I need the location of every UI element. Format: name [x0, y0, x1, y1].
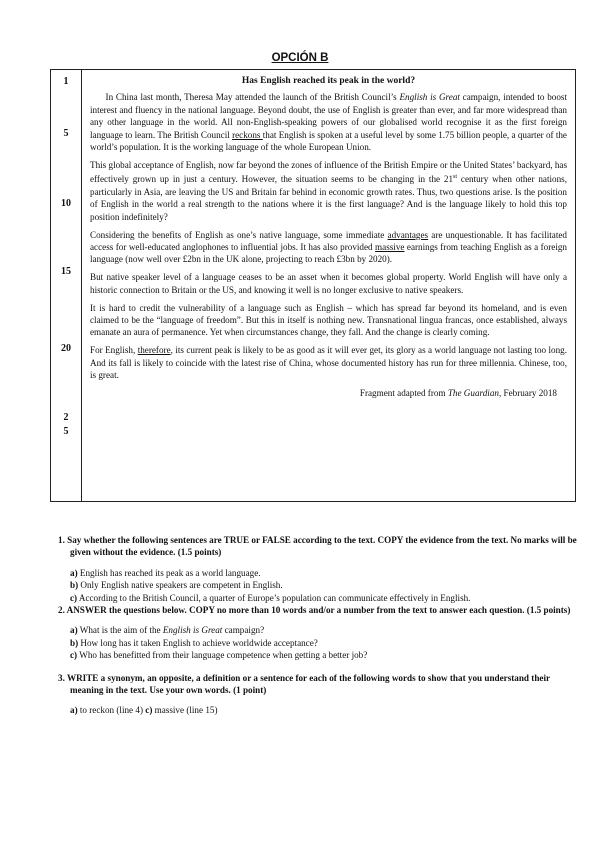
article-paragraph: In China last month, Theresa May attended the launch of the British Council’s English is Great campaign, intended to boost interest and fluency in the national language. Beyond doubt, the use of English is greater than ever, and far more widespread than any other language in the world. All non-English-speaking powers of our globalised world recognise it as the first foreign language to learn. The British Council reckons that English is spoken at a useful level by some 1.75 billion people, a quarter of the world’s population. It is the working language of the whole European Union. — [90, 92, 568, 153]
article-paragraph: Considering the benefits of English as one’s native language, some immediate advantages are unquestionable. It has facilitated access for well-educated anglophones to influential jobs. It has also provided massive earnings from teaching English as a foreign language (now well over £2bn in the UK alone, projecting to reach £3bn by 2020). — [90, 229, 567, 265]
question-item: a) What is the aim of the English is Great campaign? — [70, 625, 265, 636]
line-number: 2 — [63, 412, 69, 423]
question-heading: 2. ANSWER the questions below. COPY no more than 10 words and/or a number from the text to answer each question. (1.5 points) — [58, 605, 571, 616]
article — [82, 70, 575, 405]
article-paragraph: For English, therefore, its current peak is likely to be as good as it will ever get, its glory as a world language not lasting too long. And its fall is likely to coincide with the latest rise of China, whose documented history has run for three millennia. Chinese, too, is great. — [90, 345, 567, 381]
article-paragraph: It is hard to credit the vulnerability of a language such as English – which has spread far beyond its homeland, and is even claimed to be the “language of freedom”. But this in itself is nothing new. Transnational lingua francas, once established, always emanate an aura of permanence. Yet when circumstances change, they fall. And the change is clearly coming. — [90, 302, 567, 338]
article-source: Fragment adapted from The Guardian, February 2018 — [359, 387, 557, 398]
question-item: b) Only English native speakers are competent in English. — [70, 580, 283, 591]
questions-section — [58, 534, 578, 717]
question-item: a) to reckon (line 4) c) massive (line 15) — [70, 705, 218, 716]
question-items — [70, 624, 578, 661]
line-number: 20 — [61, 343, 71, 354]
line-number-column — [51, 70, 82, 501]
question-item: c) Who has benefitted from their language competence when getting a better job? — [70, 650, 368, 661]
line-number: 5 — [63, 426, 69, 437]
line-number: 5 — [63, 128, 69, 139]
article-paragraph: But native speaker level of a language ceases to be an asset when it becomes global property. World English will have only a historic connection to Britain or the US, and knowing it well is no longer exclusive to native speakers. — [90, 272, 567, 295]
article-title: Has English reached its peak in the world? — [241, 76, 416, 86]
line-number: 10 — [61, 198, 71, 209]
question-heading: 3. WRITE a synonym, an opposite, a definition or a sentence for each of the following words to show that you understand their meaning in the text. Use your own words. (1 point) — [58, 672, 550, 696]
line-number: 1 — [63, 76, 69, 87]
page-title: OPCIÓN B — [271, 52, 329, 64]
question-heading: 1. Say whether the following sentences are TRUE or FALSE according to the text. COPY the evidence from the text. No marks will be given without the evidence. (1.5 points) — [58, 535, 577, 558]
question-item: c) According to the British Council, a quarter of Europe’s population can communicate effectively in English. — [70, 592, 471, 603]
question-item: b) How long has it taken English to achieve worldwide acceptance? — [70, 637, 318, 648]
reading-text-box — [50, 69, 576, 502]
line-number: 15 — [61, 266, 71, 277]
question-items — [70, 704, 578, 716]
question-item: a) English has reached its peak as a world language. — [70, 567, 261, 578]
question-items — [70, 567, 578, 604]
article-paragraph: This global acceptance of English, now far beyond the zones of influence of the British Empire or the United States’ backyard, has effectively grown up in just a century. However, the situation seems to be changing in the 21st century when other nations, particularly in Asia, are leaving the US and Britain far behind in economic growth rates. Thus, two questions arise. Is the position of English in the world a real strength to the nations where it is the first language? And is the language likely to hold this top position indefinitely? — [90, 159, 567, 222]
